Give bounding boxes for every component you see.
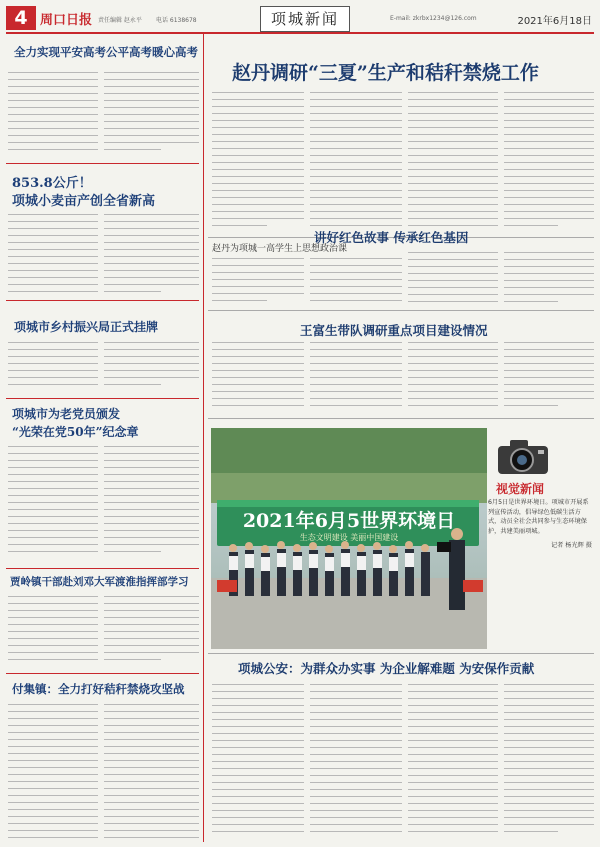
divider — [6, 568, 199, 569]
article-body — [212, 92, 304, 232]
column-divider — [203, 34, 204, 842]
visual-news-label: 视觉新闻 — [496, 482, 545, 496]
issue-date: 2021年6月18日 — [517, 16, 592, 27]
section-title: 项城新闻 — [260, 6, 350, 32]
article-body — [104, 72, 199, 158]
article-body — [8, 446, 98, 564]
divider — [208, 310, 594, 311]
article-body — [504, 684, 594, 842]
article-body — [104, 446, 199, 564]
article-headline: “光荣在党50年”纪念章 — [12, 425, 139, 439]
article-headline: 项城市乡村振兴局正式挂牌 — [14, 320, 159, 334]
divider — [6, 300, 199, 301]
article-body — [212, 258, 304, 306]
article-body — [8, 214, 98, 296]
masthead — [6, 6, 594, 34]
article-body — [310, 258, 402, 306]
article-headline: 付集镇：全力打好秸秆禁烧攻坚战 — [12, 682, 185, 696]
story-headline: 讲好红色故事 传承红色基因 — [314, 230, 469, 245]
banner-subtitle: 生态文明建设 美丽中国建设 — [299, 533, 399, 542]
article-body — [408, 252, 498, 306]
article-body — [408, 92, 498, 232]
article-body — [310, 684, 402, 842]
sub-headline: 赵丹为项城一高学生上思想政治课 — [212, 244, 348, 254]
article-body — [104, 704, 199, 842]
story-headline: 王富生带队调研重点项目建设情况 — [300, 323, 488, 338]
article-body — [408, 342, 498, 414]
banner-title: 2021年6月5世界环境日 — [242, 510, 456, 532]
article-headline: 项城小麦亩产创全省新高 — [12, 194, 156, 209]
divider — [6, 163, 199, 164]
newspaper-logo: 周口日报 — [40, 13, 93, 28]
article-headline: 全力实现平安高考公平高考暖心高考 — [14, 45, 198, 59]
article-body — [104, 596, 199, 668]
article-body — [310, 342, 402, 414]
caption-box — [488, 430, 592, 648]
story-headline: 项城公安：为群众办实事 为企业解难题 为安保作贡献 — [238, 661, 535, 676]
article-body — [8, 342, 98, 394]
article-headline: 853.8公斤！ — [12, 176, 92, 191]
page-number: 4 — [6, 6, 36, 30]
article-body — [504, 342, 594, 414]
article-body — [8, 596, 98, 668]
article-body — [504, 252, 594, 306]
article-body — [104, 214, 199, 296]
photo-credit: 记者 杨光辉 摄 — [550, 542, 592, 550]
article-body — [212, 342, 304, 414]
article-body — [104, 342, 199, 394]
divider — [6, 398, 199, 399]
article-body — [8, 704, 98, 842]
article-body — [408, 684, 498, 842]
article-body — [504, 92, 594, 232]
camera-icon — [496, 436, 554, 476]
article-body — [310, 92, 402, 232]
phone-line: 电话 6138678 — [156, 17, 197, 24]
email-line: E-mail: zkrbx1234@126.com — [390, 15, 477, 22]
lead-headline: 赵丹调研“三夏”生产和秸秆禁烧工作 — [232, 62, 539, 84]
article-headline: 项城市为老党员颁发 — [12, 407, 121, 421]
divider — [208, 418, 594, 419]
article-headline: 贾岭镇干部赴刘邓大军渡淮指挥部学习 — [10, 576, 189, 588]
news-photo — [211, 428, 487, 649]
editor-line: 责任编辑 赵永平 — [98, 17, 142, 24]
photo-caption: 6月5日是世界环境日。项城市开展系列宣传活动，倡导绿色低碳生活方式，动员全社会共同参与生态环境保护，共建美丽项城。 — [488, 499, 589, 535]
article-body — [8, 72, 98, 158]
divider — [208, 653, 594, 654]
article-body — [212, 684, 304, 842]
divider — [6, 673, 199, 674]
